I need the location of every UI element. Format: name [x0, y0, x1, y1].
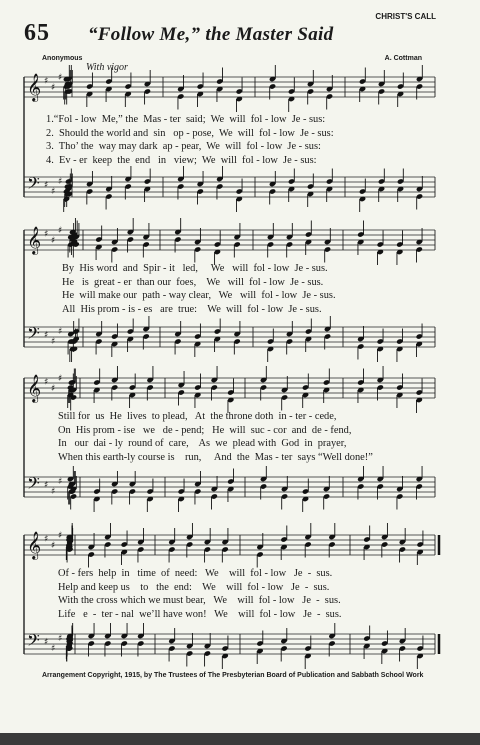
sharp-icon: ♯: [58, 633, 63, 644]
bass-clef-icon: 𝄢: [27, 323, 40, 347]
lyric-line: He will make our path - way clear, We will fol - low Je - sus.: [62, 290, 336, 302]
hymn-title: “Follow Me,” the Master Said: [88, 24, 334, 45]
treble-clef-icon: 𝄞: [27, 73, 42, 101]
sharp-icon: ♯: [51, 643, 56, 654]
sharp-icon: ♯: [58, 225, 63, 236]
bass-clef-icon: 𝄢: [27, 630, 40, 654]
lyric-line: With the cross which we must bear, We will fol - low Je - sus.: [58, 595, 341, 607]
lyric-line: 3. Tho’ the way may dark ap - pear, We will fol - low Je - sus:: [46, 141, 321, 153]
lyric-line: By His word and Spir - it led, We will fol - low Je - sus.: [62, 263, 328, 274]
treble-clef-icon: 𝄞: [27, 531, 42, 559]
sharp-icon: ♯: [44, 330, 49, 341]
sharp-icon: ♯: [51, 336, 56, 347]
sharp-icon: ♯: [51, 186, 56, 197]
tempo-marking: With vigor: [86, 62, 128, 73]
lyric-line: All His prom - is - es are true: We will fol - low Je - sus.: [62, 303, 322, 315]
lyric-line: 2. Should the world and sin op - pose, We will fol - low Je - sus:: [46, 127, 334, 139]
lyric-line: 1.“Fol - low Me,” the Mas - ter said; We will fol - low Je - sus:: [46, 114, 326, 125]
sharp-icon: ♯: [58, 326, 63, 337]
sharp-icon: ♯: [51, 540, 56, 551]
lyric-line: 4. Ev - er keep the end in view; We will fol - low Je - sus:: [46, 154, 317, 166]
lyric-line: He is great - er than our foes, We will fol - low Je - sus.: [62, 276, 324, 288]
bass-clef-icon: 𝄢: [27, 173, 40, 197]
sharp-icon: ♯: [51, 235, 56, 246]
sharp-icon: ♯: [51, 383, 56, 394]
sharp-icon: ♯: [58, 530, 63, 541]
copyright-notice: Arrangement Copyright, 1915, by The Trustees of The Presbyterian Board of Publication and Sabbath School Work: [42, 672, 424, 679]
lyric-line: Life e - ter - nal we’ll have won! We will fol - low Je - sus.: [58, 608, 342, 620]
sharp-icon: ♯: [58, 176, 63, 187]
lyric-line: Help and keep us to the end: We will fol - low Je - sus.: [58, 581, 330, 593]
lyricist-credit: Anonymous: [42, 55, 83, 62]
sharp-icon: ♯: [58, 476, 63, 487]
sharp-icon: ♯: [44, 180, 49, 191]
bass-clef-icon: 𝄢: [27, 473, 40, 497]
sharp-icon: ♯: [51, 82, 56, 93]
sharp-icon: ♯: [44, 534, 49, 545]
treble-clef-icon: 𝄞: [27, 374, 42, 402]
sharp-icon: ♯: [44, 76, 49, 87]
lyric-line: On His prom - ise we de - pend; He will suc - cor and de - fend,: [58, 424, 352, 436]
sharp-icon: ♯: [44, 229, 49, 240]
sharp-icon: ♯: [44, 377, 49, 388]
hymn-number: 65: [24, 20, 50, 46]
lyric-line: Still for us He lives to plead, At the throne doth in - ter - cede,: [58, 411, 337, 422]
lyric-line: Of - fers help in time of need: We will fol - low Je - sus.: [58, 568, 333, 579]
sharp-icon: ♯: [44, 637, 49, 648]
sharp-icon: ♯: [58, 373, 63, 384]
sharp-icon: ♯: [58, 72, 63, 83]
sharp-icon: ♯: [44, 480, 49, 491]
treble-clef-icon: 𝄞: [27, 226, 42, 254]
lyric-line: When this earth-ly course is run, And the Mas - ter says “Well done!”: [58, 451, 373, 463]
lyric-line: In our dai - ly round of care, As we plead with God in prayer,: [58, 438, 347, 450]
sharp-icon: ♯: [51, 486, 56, 497]
section-heading: CHRIST'S CALL: [375, 12, 436, 21]
composer-credit: A. Cottman: [384, 55, 422, 62]
page-edge-bar: [0, 733, 480, 745]
